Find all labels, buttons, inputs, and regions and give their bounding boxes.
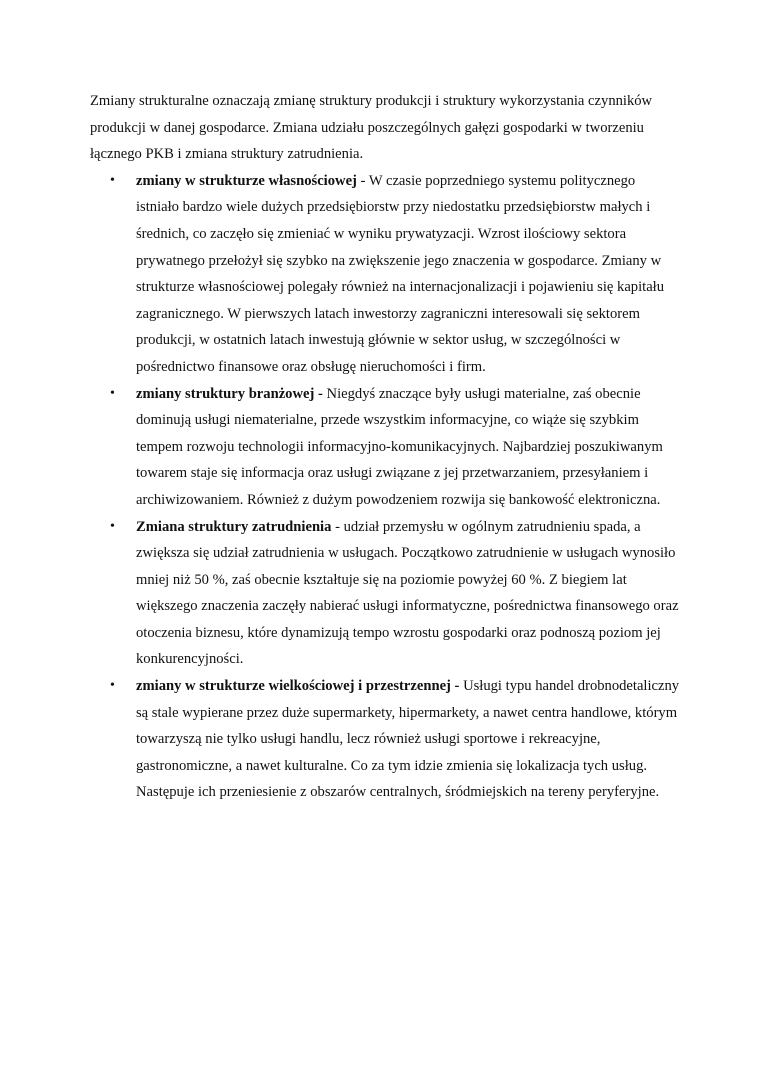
list-item-industry (110, 381, 680, 514)
intro-paragraph: Zmiany strukturalne oznaczają zmianę struktury produkcji i struktury wykorzystania czynników produkcji w danej gospodarce. Zmiana udziału poszczególnych gałęzi gospodarki w tworzeniu łącznego PKB i zmiana struktury zatrudnienia. (90, 93, 653, 163)
bullet-icon: • (110, 172, 115, 188)
bullet-icon: • (110, 678, 115, 694)
item-text: - udział przemysłu w ogólnym zatrudnieniu spada, a zwiększa się udział zatrudnienia w usługach. Początkowo zatrudnienie w usługach wynosiło mniej niż 50 %, zaś obecnie kształtuje się na poziomie powyżej 60 %. Z biegiem lat większego znaczenia zaczęły nabierać usługi informatyczne, pośrednictwa finansowego oraz otoczenia biznesu, które dynamizują tempo wzrostu gospodarki oraz podnoszą poziom jej konkurencyjności. (136, 518, 679, 668)
list-item-employment (110, 514, 680, 674)
item-text: - W czasie poprzedniego systemu politycznego istniało bardzo wiele dużych przedsiębiorstw przy niedostatku przedsiębiorstw małych i średnich, co zaczęło się zmieniać w wyniku prywatyzacji. Wzrost ilościowy sektora prywatnego przełożył się szybko na zwiększenie jego znaczenia w gospodarce. Zmiany w strukturze własnościowej polegały również na internacjonalizacji i pojawieniu się kapitału zagranicznego. W pierwszych latach inwestorzy zagraniczni interesowali się sektorem produkcji, w ostatnich latach inwestują głównie w sektor usług, w szczególności w pośrednictwo finansowe oraz obsługę nieruchomości i firm. (136, 172, 665, 375)
list-item-ownership (110, 168, 680, 381)
document-page (90, 88, 680, 806)
item-title: zmiany w strukturze wielkościowej i przestrzennej - (136, 678, 460, 695)
item-title: zmiany struktury branżowej - (136, 385, 323, 402)
item-title: Zmiana struktury zatrudnienia (136, 518, 332, 535)
list-item-size-spatial (110, 673, 680, 806)
item-text: Usługi typu handel drobnodetaliczny są stale wypierane przez duże supermarkety, hipermarkety, a nawet centra handlowe, którym towarzyszą nie tylko usługi handlu, lecz również usługi sportowe i rekreacyjne, gastronomiczne, a nawet kulturalne. Co za tym idzie zmienia się lokalizacja tych usług. Następuje ich przeniesienie z obszarów centralnych, śródmiejskich na tereny peryferyjne. (136, 678, 680, 801)
bullet-icon: • (110, 518, 115, 534)
bullet-icon: • (110, 385, 115, 401)
item-title: zmiany w strukturze własnościowej (136, 172, 357, 189)
bullet-list (90, 168, 680, 806)
item-text: Niegdyś znaczące były usługi materialne, zaś obecnie dominują usługi niematerialne, przede wszystkim informacyjne, co wiąże się szybkim tempem rozwoju technologii informacyjno-komunikacyjnych. Najbardziej poszukiwanym towarem staje się informacja oraz usługi związane z jej przetwarzaniem, przesyłaniem i archiwizowaniem. Również z dużym powodzeniem rozwija się bankowość elektroniczna. (136, 385, 663, 508)
